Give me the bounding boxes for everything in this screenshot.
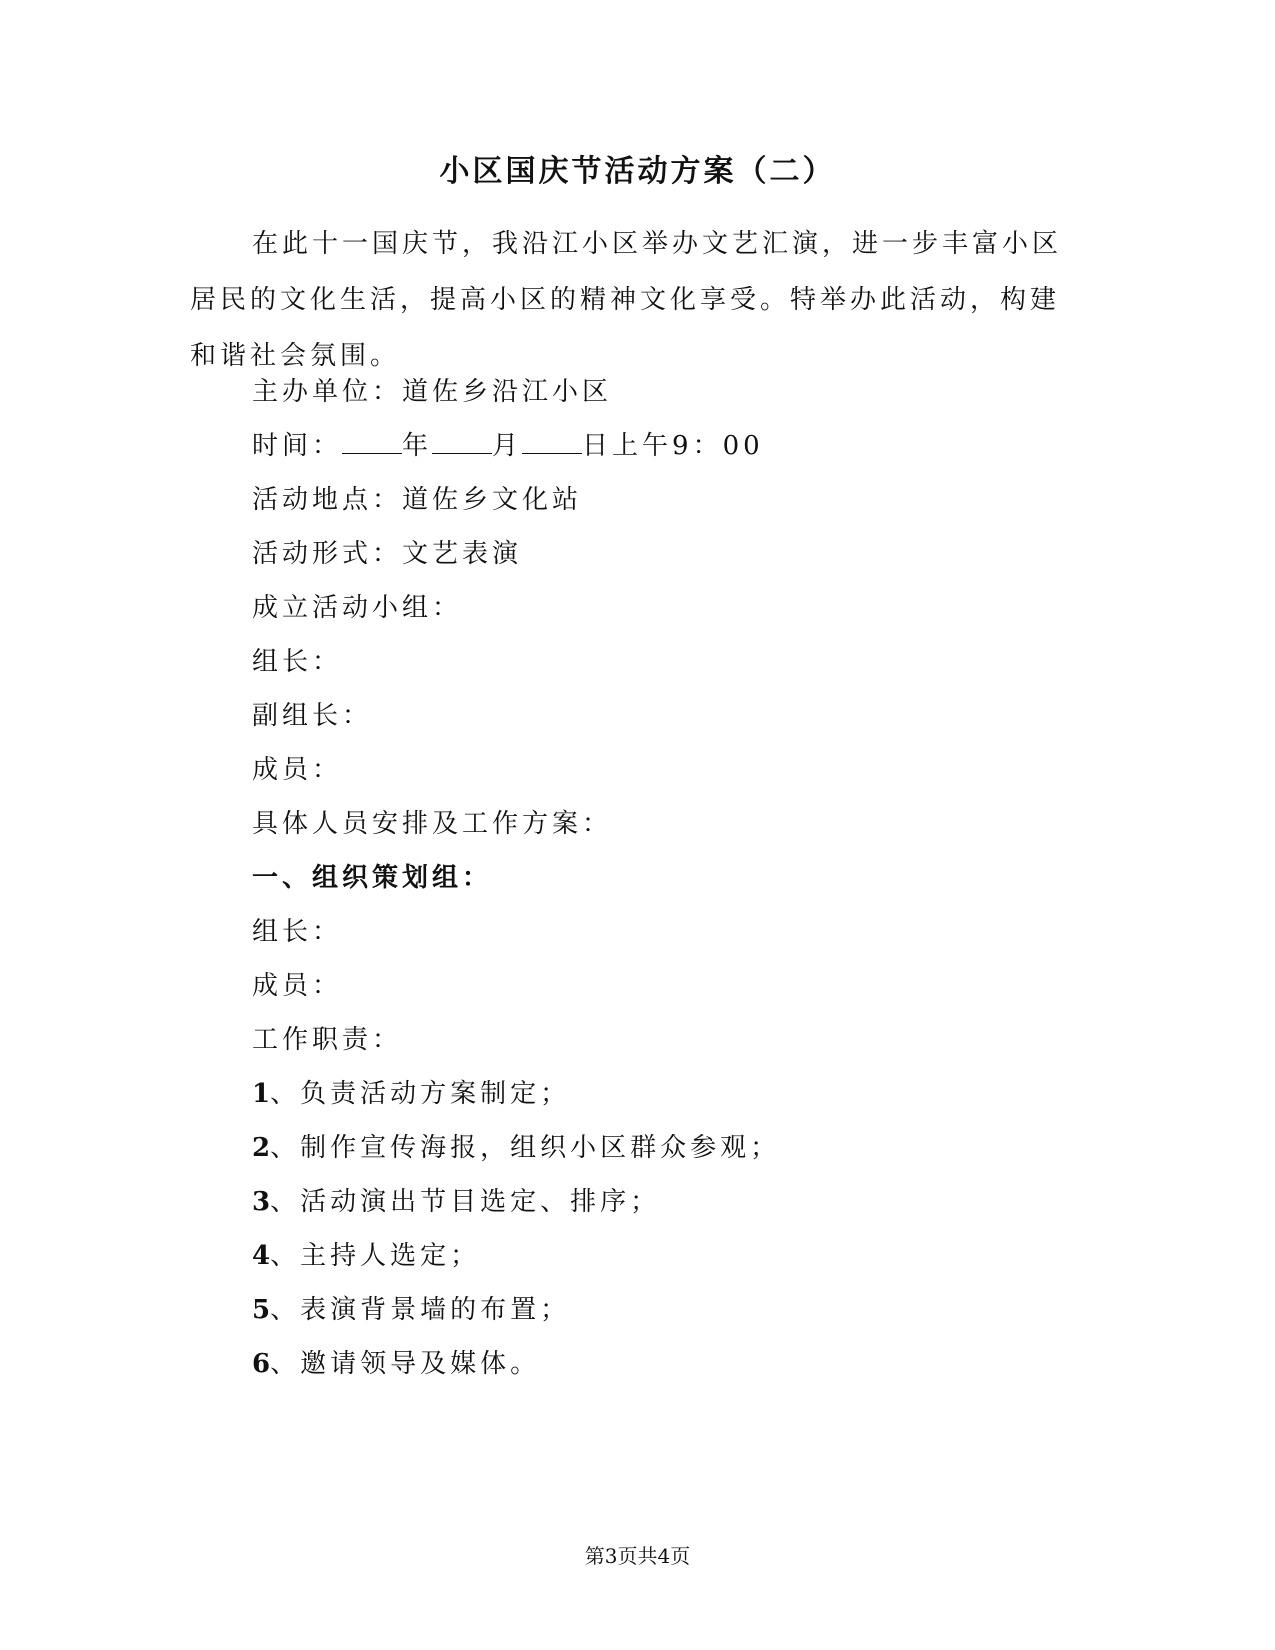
- section1-leader-line: 组长：: [252, 917, 343, 947]
- duty-text: 、制作宣传海报，组织小区群众参观；: [270, 1133, 781, 1163]
- duty-text: 、表演背景墙的布置；: [270, 1295, 571, 1325]
- day-blank: [522, 429, 582, 454]
- intro-paragraph: 在此十一国庆节，我沿江小区举办文艺汇演，进一步丰富小区居民的文化生活，提高小区的精神文化享受。特举办此活动，构建和谐社会氛围。: [190, 229, 1063, 371]
- page-footer: 第3页共4页: [584, 1544, 691, 1568]
- month-blank: [432, 429, 492, 454]
- form-line: 活动形式：文艺表演: [252, 539, 523, 569]
- group-setup-line: 成立活动小组：: [252, 593, 463, 623]
- day-time-label: 日上午9：00: [582, 431, 764, 461]
- time-line: [252, 426, 764, 466]
- duty-number: 4: [252, 1241, 271, 1271]
- duty-item-3: [252, 1182, 660, 1222]
- duty-number: 2: [252, 1133, 271, 1163]
- leader-line: 组长：: [252, 647, 343, 677]
- duty-item-5: [252, 1290, 570, 1330]
- duty-number: 3: [252, 1187, 271, 1217]
- duty-item-2: [252, 1128, 780, 1168]
- venue-line: 活动地点：道佐乡文化站: [252, 485, 583, 515]
- section1-heading: 一、组织策划组：: [252, 863, 493, 893]
- year-blank: [342, 429, 402, 454]
- page-title: 小区国庆节活动方案（二）: [439, 154, 836, 189]
- duty-text: 、主持人选定；: [270, 1241, 481, 1271]
- duty-item-6: [252, 1344, 540, 1384]
- arrangement-line: 具体人员安排及工作方案：: [252, 809, 613, 839]
- section1-members-line: 成员：: [252, 971, 343, 1001]
- duties-label-line: 工作职责：: [252, 1025, 403, 1055]
- duty-item-4: [252, 1236, 480, 1276]
- duty-text: 、邀请领导及媒体。: [270, 1349, 541, 1379]
- deputy-leader-line: 副组长：: [252, 701, 373, 731]
- duty-item-1: [252, 1074, 570, 1114]
- month-label: 月: [492, 431, 523, 461]
- duty-number: 5: [252, 1295, 271, 1325]
- duty-text: 、活动演出节目选定、排序；: [270, 1187, 661, 1217]
- duty-text: 、负责活动方案制定；: [270, 1079, 571, 1109]
- time-label: 时间：: [252, 431, 343, 461]
- duty-number: 1: [252, 1079, 271, 1109]
- duty-number: 6: [252, 1349, 271, 1379]
- year-label: 年: [402, 431, 433, 461]
- organizer-line: 主办单位：道佐乡沿江小区: [252, 377, 613, 407]
- members-line: 成员：: [252, 755, 343, 785]
